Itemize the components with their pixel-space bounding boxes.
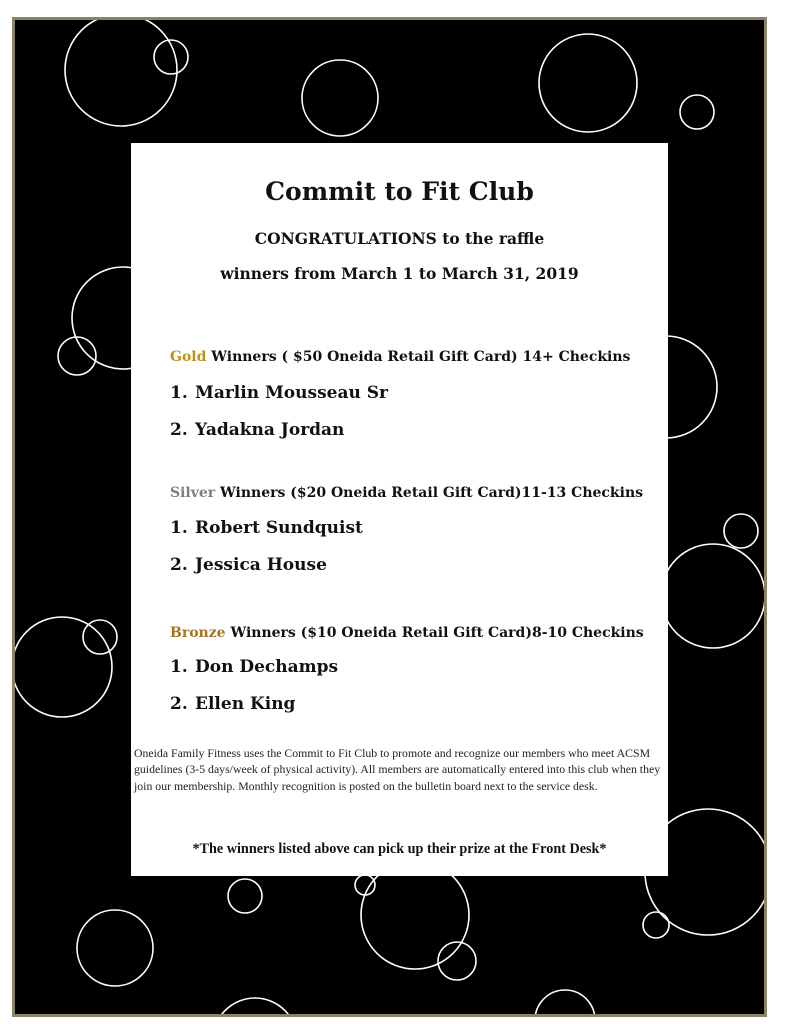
winner-name: Marlin Mousseau Sr — [195, 383, 388, 403]
list-number: 1. — [170, 518, 188, 538]
list-number: 1. — [170, 383, 188, 403]
list-number: 2. — [170, 694, 188, 714]
list-number: 2. — [170, 555, 188, 575]
winner-name: Yadakna Jordan — [195, 420, 345, 440]
gold-label: Gold — [170, 349, 207, 365]
list-item — [170, 518, 363, 538]
winner-name: Don Dechamps — [195, 657, 339, 677]
list-number: 2. — [170, 420, 188, 440]
silver-description: Winners ($20 Oneida Retail Gift Card)11-13 Checkins — [215, 485, 644, 501]
club-description: Oneida Family Fitness uses the Commit to Fit Club to promote and recognize our members who meet ACSM guidelines (3-5 days/week of physical activity). All members are automatically entered into this club when they join our membership. Monthly recognition is posted on the bulletin board next to the service desk. — [134, 746, 661, 793]
gold-description: Winners ( $50 Oneida Retail Gift Card) 14+ Checkins — [206, 349, 631, 365]
list-item — [170, 420, 344, 440]
winner-name: Ellen King — [195, 694, 296, 714]
page-title: Commit to Fit Club — [265, 177, 534, 206]
silver-tier-heading — [170, 485, 643, 501]
winner-name: Robert Sundquist — [195, 518, 363, 538]
list-item — [170, 657, 338, 677]
gold-tier-heading — [170, 349, 630, 365]
winner-name: Jessica House — [195, 555, 327, 575]
congratulations-line: CONGRATULATIONS to the raffle — [254, 229, 545, 248]
list-item — [170, 694, 295, 714]
bronze-tier-heading — [170, 625, 644, 641]
list-item — [170, 555, 327, 575]
pickup-note: *The winners listed above can pick up their prize at the Front Desk* — [192, 841, 607, 857]
announcement-card — [131, 143, 668, 876]
date-range-line: winners from March 1 to March 31, 2019 — [220, 264, 579, 283]
poster-frame — [12, 17, 767, 1017]
bronze-description: Winners ($10 Oneida Retail Gift Card)8-10 Checkins — [225, 625, 644, 641]
list-number: 1. — [170, 657, 188, 677]
list-item — [170, 383, 388, 403]
bronze-label: Bronze — [170, 625, 226, 641]
silver-label: Silver — [170, 485, 216, 501]
